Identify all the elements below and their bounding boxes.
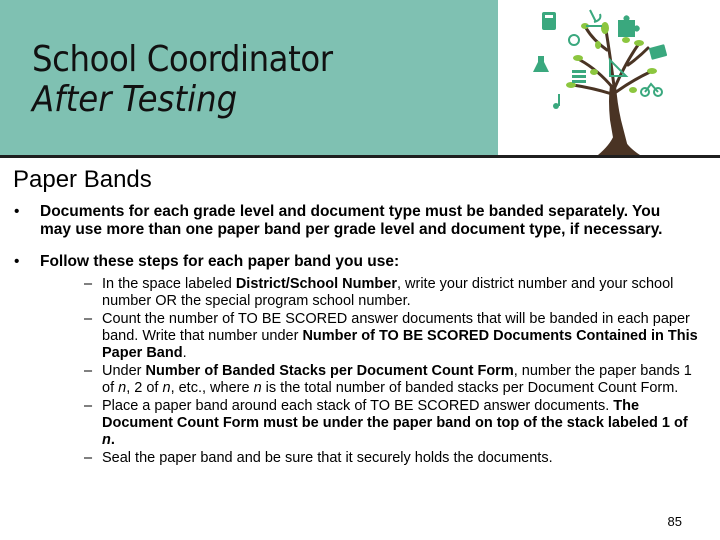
step-term: Number of Banded Stacks per Document Count Form	[145, 363, 514, 379]
bullet-text: Documents for each grade level and document type must be banded separately. You may use more than one paper band per grade level and document type, if necessary.	[40, 203, 663, 238]
step-text: .	[182, 345, 187, 361]
step-text: Seal the paper band and be sure that it securely holds the documents.	[102, 450, 553, 466]
step-term: .	[110, 432, 115, 448]
step-item	[84, 311, 704, 362]
step-variable: n	[118, 380, 127, 396]
bullet-text: Follow these steps for each paper band you use:	[40, 253, 400, 270]
step-term: District/School Number	[235, 276, 397, 292]
notebook-icon	[649, 44, 668, 60]
step-term: The Document Count Form must be under the paper band on top of the stack labeled 1 of	[102, 398, 688, 431]
step-text: Count the number of TO BE SCORED answer documents that will be banded in each paper band. Write that number under	[102, 311, 690, 344]
step-text: , write your district number and your school number OR the special program school number.	[102, 276, 674, 309]
music-note-icon	[553, 94, 560, 109]
section-title: Paper Bands	[13, 166, 152, 193]
tree-illustration	[498, 0, 720, 155]
step-variable: n	[102, 432, 111, 448]
step-marker: –	[84, 450, 93, 466]
bullet-list	[14, 203, 698, 468]
step-marker: –	[84, 363, 93, 379]
puzzle-piece-icon	[618, 15, 640, 37]
page-subtitle: After Testing	[32, 79, 238, 120]
step-text: is the total number of banded stacks per Document Count Form.	[261, 380, 679, 396]
flask-icon	[533, 56, 549, 72]
step-text: In the space labeled	[102, 276, 236, 292]
tree-of-knowledge-icon	[498, 0, 720, 155]
step-text: , 2 of	[126, 380, 163, 396]
step-item	[84, 450, 704, 467]
bicycle-icon	[641, 84, 662, 96]
header-divider	[0, 155, 720, 158]
step-item	[84, 398, 704, 449]
step-term: Number of TO BE SCORED Documents Contained in This Paper Band	[102, 328, 698, 361]
step-item	[84, 363, 704, 397]
bullet-marker: •	[14, 253, 20, 270]
step-marker: –	[84, 398, 93, 414]
page-number: 85	[667, 514, 682, 529]
bullet-item	[14, 253, 698, 467]
step-marker: –	[84, 311, 93, 327]
step-variable: n	[162, 380, 171, 396]
bullet-item	[14, 203, 694, 239]
step-text: Place a paper band around each stack of TO BE SCORED answer documents.	[102, 398, 614, 414]
globe-icon	[569, 35, 579, 45]
step-text: Under	[102, 363, 146, 379]
steps-list	[40, 276, 704, 467]
step-text: , etc., where	[170, 380, 254, 396]
step-text: , number the paper bands 1 of	[102, 363, 692, 396]
page-title: School Coordinator	[32, 39, 333, 80]
step-item	[84, 276, 704, 310]
microscope-icon	[586, 10, 602, 26]
calculator-icon	[542, 12, 556, 30]
step-variable: n	[253, 380, 262, 396]
bullet-marker: •	[14, 203, 20, 220]
books-icon	[572, 70, 586, 83]
step-marker: –	[84, 276, 93, 292]
